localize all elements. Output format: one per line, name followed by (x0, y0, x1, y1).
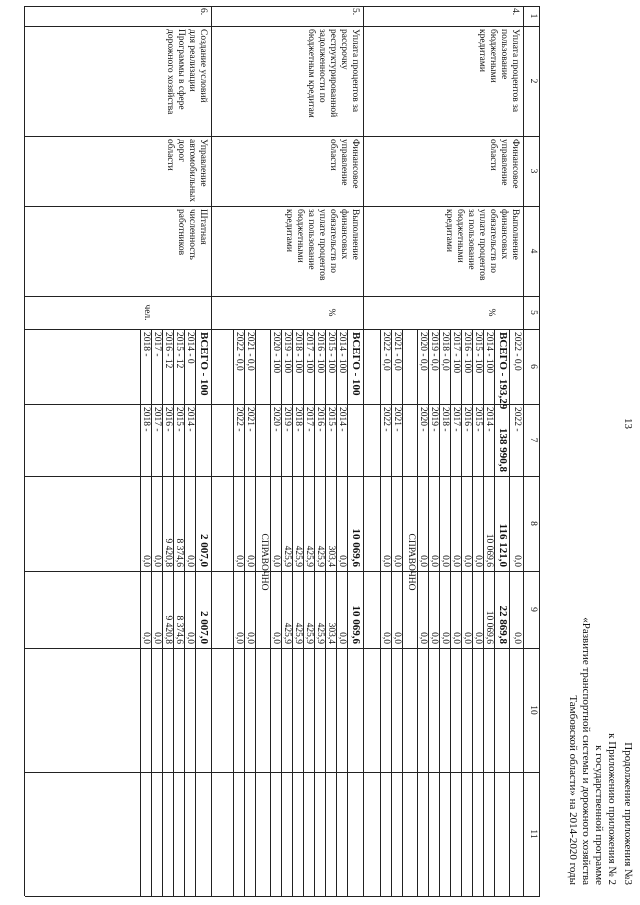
year-value-c9: 0,0 (141, 632, 151, 644)
year-value-c8: 0,0 (429, 555, 439, 567)
year-value-c9: 0,0 (418, 632, 428, 644)
year-value-c6: 2015 - 100 (326, 332, 336, 374)
column-border-9 (25, 648, 540, 649)
row-border (428, 329, 429, 896)
year-value-c7: 2014 - (185, 407, 195, 432)
row-border (270, 329, 271, 896)
total-c8: 116 121,0 (497, 523, 509, 567)
total-c7: 138 990,8 (497, 428, 509, 472)
year-value-c7: 2017 - (152, 407, 162, 432)
value-c8: 0,0 (512, 555, 522, 567)
ref-value-c7: 2021 - (392, 407, 402, 432)
year-value-c7: 2015 - (473, 407, 483, 432)
year-value-c9: 0,0 (440, 632, 450, 644)
ref-value-c9: 0,0 (245, 632, 255, 644)
row-border (461, 329, 462, 896)
ref-value-c6: 2021 - 0,0 (245, 332, 255, 371)
row-border (439, 329, 440, 896)
row-border (509, 329, 510, 896)
ref-value-c9: 0,0 (381, 632, 391, 644)
year-value-c6: 2016 - 100 (462, 332, 472, 374)
ref-value-c8: 0,0 (381, 555, 391, 567)
column-header-5: 5 (528, 310, 538, 315)
ref-value-c6: 2021 - 0,0 (392, 332, 402, 371)
year-value-c7: 2017 - (451, 407, 461, 432)
total-c6: ВСЕГО - 193,29 (497, 332, 509, 410)
year-value-c8: 0,0 (141, 555, 151, 567)
row-name: Уплата процентов за рассрочку реструктурированной задолженности по бюджетным кредитам (306, 29, 360, 118)
row-executor: Финансовое управление области (488, 139, 520, 189)
year-value-c9: 8 374,6 (174, 615, 184, 644)
total-c6: ВСЕГО - 100 (198, 332, 210, 396)
reference-label: СПРАВОЧНО (259, 533, 269, 591)
row-unit: % (326, 308, 336, 317)
row-border (494, 329, 495, 896)
year-value-c9: 0,0 (451, 632, 461, 644)
row-border (255, 329, 256, 896)
total-c8: 2 007,0 (198, 534, 210, 567)
row-border (314, 329, 315, 896)
row-border (450, 329, 451, 896)
year-value-c9: 425,9 (293, 622, 303, 644)
year-value-c8: 0,0 (462, 555, 472, 567)
appendix-subtitle-4: Тамбовской области» на 2014-2020 годы (567, 695, 579, 885)
year-value-c8: 425,9 (282, 545, 292, 567)
year-value-c9: 0,0 (152, 632, 162, 644)
row-number: 4. (510, 8, 520, 16)
year-value-c9: 0,0 (185, 632, 195, 644)
year-value-c6: 2015 - 12 (174, 332, 184, 369)
year-value-c8: 425,9 (304, 545, 314, 567)
year-value-c7: 2016 - (315, 407, 325, 432)
year-value-c6: 2018 - 100 (293, 332, 303, 374)
year-value-c9: 10 069,6 (484, 610, 494, 644)
row-border (184, 329, 185, 896)
row-number: 6. (198, 8, 208, 16)
row-border (173, 329, 174, 896)
column-header-2: 2 (528, 78, 538, 84)
year-value-c9: 0,0 (337, 632, 347, 644)
appendix-subtitle-3: «Развитие транспортной системы и дорожного хозяйства (580, 617, 592, 885)
value-c6: 2022 - 0,0 (512, 332, 522, 371)
year-value-c9: 425,9 (282, 622, 292, 644)
row-name: Создание условий для реализации Программы в сфере дорожного хозяйства (165, 29, 208, 115)
year-value-c6: 2018 - (141, 332, 151, 357)
year-value-c8: 0,0 (185, 555, 195, 567)
year-value-c8: 425,9 (315, 545, 325, 567)
value-c9: 0,0 (512, 632, 522, 644)
ref-value-c6: 2022 - 0,0 (381, 332, 391, 371)
column-border-10 (25, 772, 540, 773)
year-value-c6: 2019 - 0,0 (429, 332, 439, 371)
year-value-c7: 2018 - (293, 407, 303, 432)
year-value-c9: 0,0 (271, 632, 281, 644)
row-border (347, 329, 348, 896)
year-value-c6: 2014 - 0 (185, 332, 195, 364)
year-value-c7: 2019 - (429, 407, 439, 432)
year-value-c9: 0,0 (429, 632, 439, 644)
row-border (363, 6, 364, 896)
column-header-3: 3 (528, 168, 538, 174)
appendix-title: Продолжение приложения №3 (622, 742, 634, 885)
year-value-c9: 425,9 (304, 622, 314, 644)
year-value-c9: 0,0 (462, 632, 472, 644)
year-value-c7: 2014 - (337, 407, 347, 432)
year-value-c8: 0,0 (418, 555, 428, 567)
reference-label: СПРАВОЧНО (406, 533, 416, 591)
row-border (162, 329, 163, 896)
row-border (380, 329, 381, 896)
row-executor: Финансовое управление области (328, 139, 360, 189)
appendix-subtitle-2: к государственной программе (593, 745, 605, 885)
year-value-c7: 2018 - (440, 407, 450, 432)
row-border (391, 329, 392, 896)
column-header-6: 6 (528, 364, 538, 369)
total-c9: 10 069,6 (350, 605, 362, 644)
year-value-c8: 0,0 (473, 555, 483, 567)
year-value-c8: 0,0 (152, 555, 162, 567)
total-c9: 22 869,8 (497, 605, 509, 644)
row-executor: Управление автомобильных дорог области (165, 139, 208, 203)
year-value-c8: 0,0 (451, 555, 461, 567)
program-table (25, 6, 540, 896)
year-value-c9: 303,4 (326, 622, 336, 644)
column-header-7: 7 (528, 437, 538, 443)
row-number: 5. (350, 8, 360, 16)
row-indicator: Выполнение финансовых обязательств по уплате процентов за пользование бюджетными кредитами (284, 209, 360, 281)
row-border (281, 329, 282, 896)
ref-value-c7: 2021 - (245, 407, 255, 432)
column-header-11: 11 (528, 829, 538, 839)
ref-value-c8: 0,0 (234, 555, 244, 567)
row-border (292, 329, 293, 896)
year-value-c6: 2017 - 100 (304, 332, 314, 374)
ref-value-c9: 0,0 (392, 632, 402, 644)
table-border-top (539, 6, 540, 896)
ref-value-c9: 0,0 (234, 632, 244, 644)
row-border (303, 329, 304, 896)
year-value-c6: 2018 - 0,0 (440, 332, 450, 371)
year-value-c6: 2016 - 12 (163, 332, 173, 369)
year-value-c8: 9 420,8 (163, 538, 173, 567)
row-border (24, 6, 25, 896)
column-border-0 (25, 6, 540, 7)
row-border (244, 329, 245, 896)
column-border-3 (25, 206, 540, 207)
header-row-border (523, 6, 524, 896)
year-value-c6: 2020 - 100 (271, 332, 281, 374)
year-value-c8: 0,0 (271, 555, 281, 567)
row-border (195, 329, 196, 896)
row-unit: чел. (142, 304, 152, 321)
column-border-1 (25, 26, 540, 27)
year-value-c6: 2017 - (152, 332, 162, 357)
column-border-4 (25, 296, 540, 297)
row-name: Уплата процентов за пользование бюджетными кредитами (477, 29, 520, 113)
column-header-4: 4 (528, 248, 538, 254)
row-unit: % (486, 308, 496, 317)
year-value-c9: 0,0 (473, 632, 483, 644)
column-header-1: 1 (528, 13, 538, 19)
row-border (402, 329, 403, 896)
year-value-c7: 2019 - (282, 407, 292, 432)
year-value-c8: 10 069,6 (484, 533, 494, 567)
column-border-5 (25, 329, 540, 330)
year-value-c8: 8 374,6 (174, 538, 184, 567)
value-c7: 2022 - (512, 407, 522, 432)
year-value-c8: 0,0 (337, 555, 347, 567)
row-border (336, 329, 337, 896)
year-value-c8: 0,0 (440, 555, 450, 567)
year-value-c7: 2017 - (304, 407, 314, 432)
row-indicator: Штатная численность работников (176, 209, 208, 260)
year-value-c7: 2016 - (462, 407, 472, 432)
column-header-10: 10 (528, 705, 538, 715)
year-value-c7: 2014 - (484, 407, 494, 432)
year-value-c6: 2019 - 100 (282, 332, 292, 374)
ref-value-c6: 2022 - 0,0 (234, 332, 244, 371)
year-value-c6: 2014 - 100 (337, 332, 347, 374)
year-value-c7: 2015 - (174, 407, 184, 432)
year-value-c6: 2016 - 100 (315, 332, 325, 374)
year-value-c7: 2015 - (326, 407, 336, 432)
ref-value-c8: 0,0 (245, 555, 255, 567)
row-border (151, 329, 152, 896)
row-border (483, 329, 484, 896)
year-value-c6: 2017 - 100 (451, 332, 461, 374)
row-indicator: Выполнение финансовых обязательств по уплате процентов за пользование бюджетными кредитами (444, 209, 520, 281)
total-c6: ВСЕГО - 100 (350, 332, 362, 396)
ref-value-c8: 0,0 (392, 555, 402, 567)
row-border (140, 329, 141, 896)
column-header-9: 9 (528, 607, 538, 612)
year-value-c7: 2020 - (271, 407, 281, 432)
year-value-c6: 2014 - 100 (484, 332, 494, 374)
column-border-11 (25, 896, 540, 897)
year-value-c6: 2020 - 0,0 (418, 332, 428, 371)
year-value-c9: 425,9 (315, 622, 325, 644)
year-value-c7: 2016 - (163, 407, 173, 432)
page-number: 13 (622, 418, 634, 429)
year-value-c8: 425,9 (293, 545, 303, 567)
row-border (233, 329, 234, 896)
row-border (211, 6, 212, 896)
total-c8: 10 069,6 (350, 528, 362, 567)
year-value-c9: 9 420,8 (163, 615, 173, 644)
year-value-c6: 2015 - 100 (473, 332, 483, 374)
row-border (325, 329, 326, 896)
total-c9: 2 007,0 (198, 611, 210, 644)
appendix-subtitle-1: к Приложению приложения № 2 (606, 733, 618, 885)
row-border (417, 329, 418, 896)
ref-value-c7: 2022 - (381, 407, 391, 432)
column-border-2 (25, 136, 540, 137)
year-value-c8: 303,4 (326, 545, 336, 567)
row-border (472, 329, 473, 896)
column-header-8: 8 (528, 521, 538, 526)
year-value-c7: 2018 - (141, 407, 151, 432)
column-border-6 (25, 404, 540, 405)
year-value-c7: 2020 - (418, 407, 428, 432)
ref-value-c7: 2022 - (234, 407, 244, 432)
